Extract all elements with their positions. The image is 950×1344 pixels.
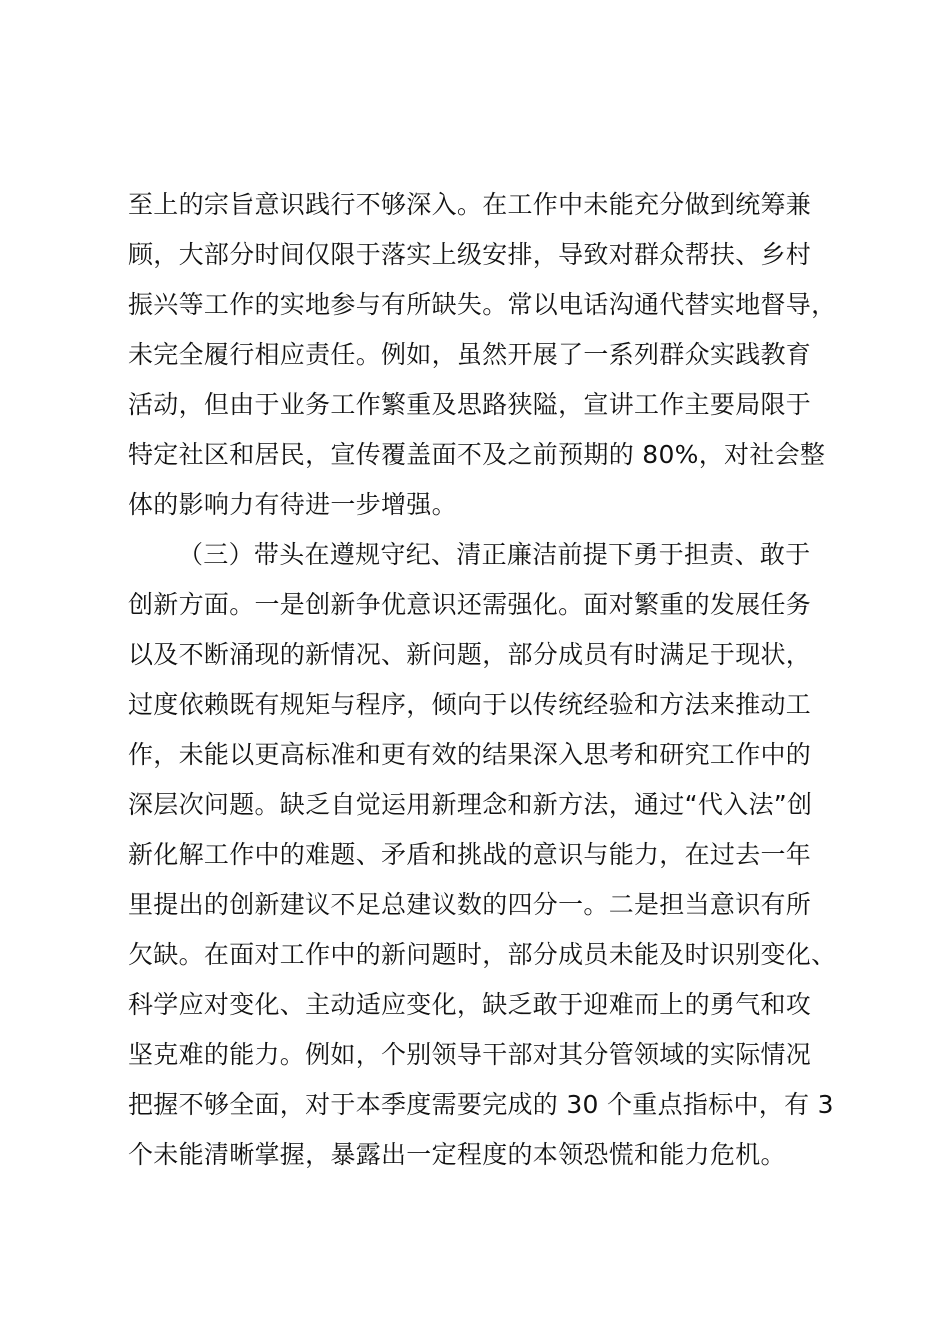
body-text <box>128 180 858 1180</box>
text-line-13: 深层次问题。缺乏自觉运用新理念和新方法，通过“代入法”创 <box>128 790 813 819</box>
text-line-14: 新化解工作中的难题、矛盾和挑战的意识与能力，在过去一年 <box>128 840 812 869</box>
text-line-11: 过度依赖既有规矩与程序，倾向于以传统经验和方法来推动工 <box>128 690 812 719</box>
text-line-9: 创新方面。一是创新争优意识还需强化。面对繁重的发展任务 <box>128 590 812 619</box>
section-heading-line: （三）带头在遵规守纪、清正廉洁前提下勇于担责、敢于 <box>178 540 811 569</box>
text-line-4: 未完全履行相应责任。例如，虽然开展了一系列群众实践教育 <box>128 340 812 369</box>
text-line-2: 顾，大部分时间仅限于落实上级安排，导致对群众帮扶、乡村 <box>128 240 812 269</box>
text-line-5: 活动，但由于业务工作繁重及思路狭隘，宣讲工作主要局限于 <box>128 390 812 419</box>
text-line-10: 以及不断涌现的新情况、新问题，部分成员有时满足于现状， <box>128 640 812 669</box>
text-line-12: 作，未能以更高标准和更有效的结果深入思考和研究工作中的 <box>128 740 812 769</box>
text-line-15: 里提出的创新建议不足总建议数的四分一。二是担当意识有所 <box>128 890 812 919</box>
text-line-3: 振兴等工作的实地参与有所缺失。常以电话沟通代替实地督导， <box>128 290 837 319</box>
text-line-18: 坚克难的能力。例如，个别领导干部对其分管领域的实际情况 <box>128 1040 812 1069</box>
text-line-6: 特定社区和居民，宣传覆盖面不及之前预期的 80%，对社会整 <box>128 440 826 469</box>
text-line-17: 科学应对变化、主动适应变化，缺乏敢于迎难而上的勇气和攻 <box>128 990 812 1019</box>
text-line-19: 把握不够全面，对于本季度需要完成的 30 个重点指标中，有 3 <box>128 1090 834 1119</box>
text-line-20: 个未能清晰掌握，暴露出一定程度的本领恐慌和能力危机。 <box>128 1140 786 1169</box>
text-line-7: 体的影响力有待进一步增强。 <box>128 490 457 519</box>
text-line-1: 至上的宗旨意识践行不够深入。在工作中未能充分做到统筹兼 <box>128 190 812 219</box>
text-line-16: 欠缺。在面对工作中的新问题时，部分成员未能及时识别变化、 <box>128 940 837 969</box>
